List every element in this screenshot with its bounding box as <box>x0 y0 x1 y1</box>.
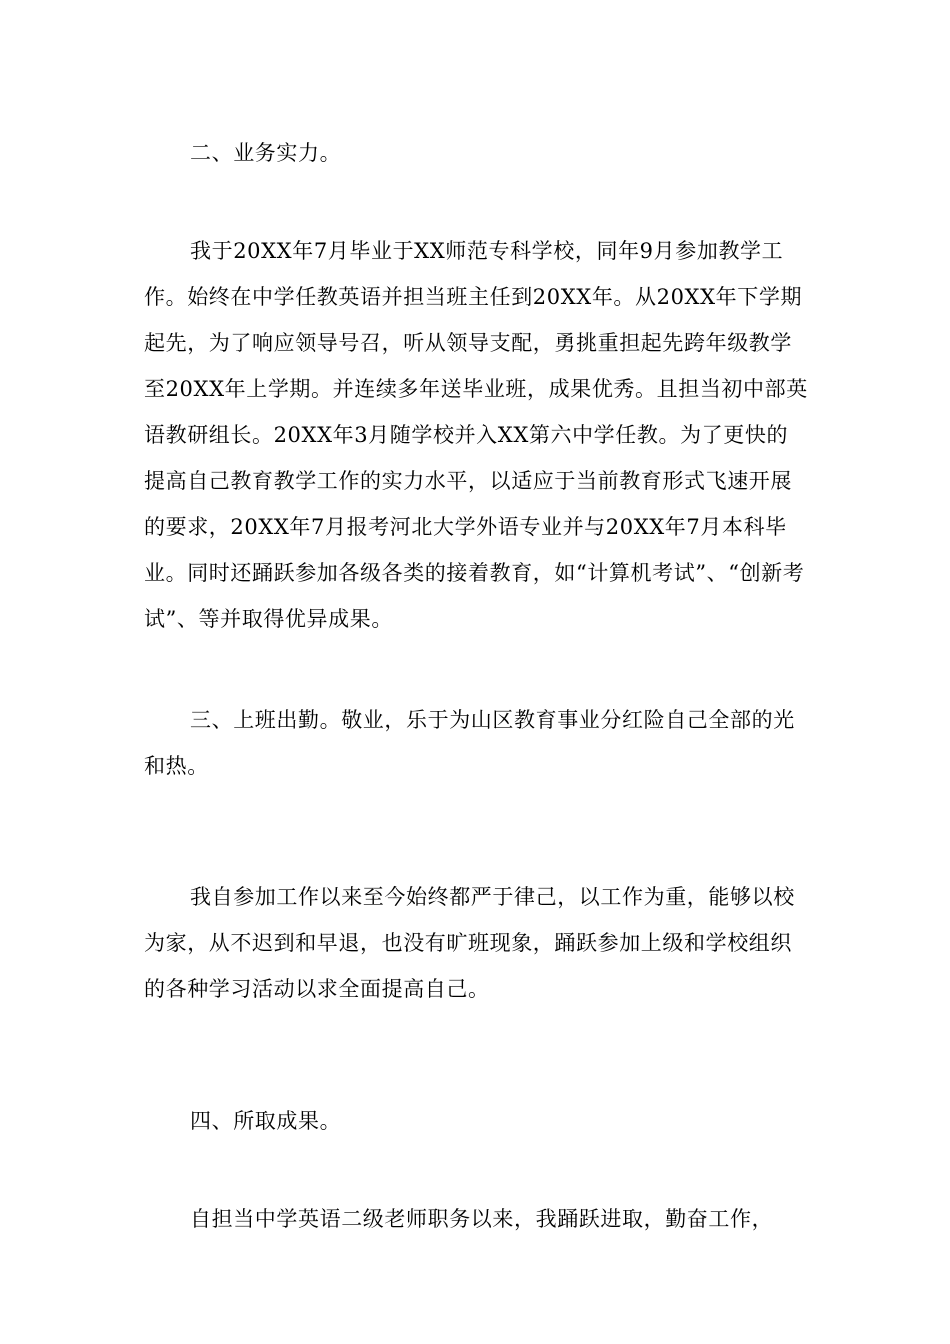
section-heading-attendance: 三、上班出勤。敬业，乐于为山区教育事业分红险自己全部的光和热。 <box>144 708 795 778</box>
section-heading-achievements: 四、所取成果。 <box>190 1109 342 1133</box>
section-heading-business-ability: 二、业务实力。 <box>190 141 342 165</box>
paragraph-career-history: 我于20XX年7月毕业于XX师范专科学校，同年9月参加教学工作。始终在中学任教英语并担当班主任到20XX年。从20XX年下学期起先，为了响应领导号召，听从领导支配，勇挑重担起先跨年级教学至20XX年上学期。并连续多年送毕业班，成果优秀。且担当初中部英语教研组长。20XX年3月随学校并入XX第六中学任教。为了更快的提高自己教育教学工作的实力水平，以适应于当前教育形式飞速开展的要求，20XX年7月报考河北大学外语专业并与20XX年7月本科毕业。同时还踊跃参加各级各类的接着教育，如“计算机考试”、“创新考试”、等并取得优异成果。 <box>144 239 808 631</box>
paragraph-achievements-start: 自担当中学英语二级老师职务以来，我踊跃进取，勤奋工作， <box>190 1207 774 1231</box>
paragraph-attendance-details: 我自参加工作以来至今始终都严于律己，以工作为重，能够以校为家，从不迟到和早退，也没有旷班现象，踊跃参加上级和学校组织的各种学习活动以求全面提高自己。 <box>144 885 795 1001</box>
